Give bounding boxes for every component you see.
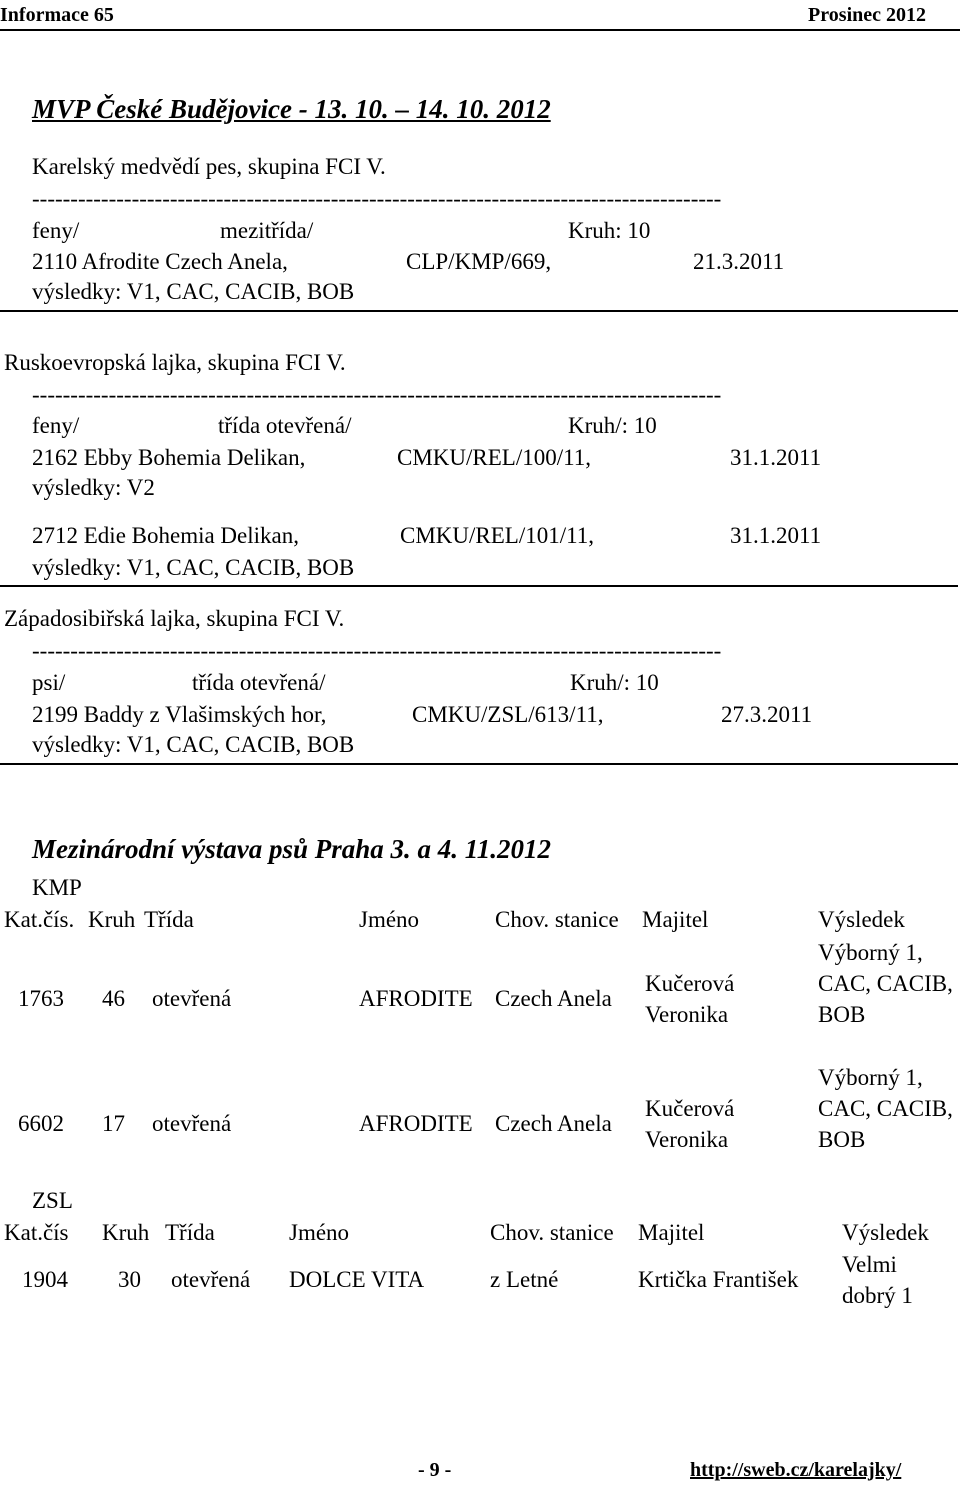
col-header: Jméno (359, 907, 420, 932)
class-sex: feny/ (32, 218, 80, 243)
entry-results: výsledky: V1, CAC, CACIB, BOB (32, 555, 355, 580)
entry-dog: 2712 Edie Bohemia Delikan, (32, 523, 299, 548)
header-left: Informace 65 (0, 4, 114, 26)
cell-owner: Kučerová Veronika (645, 971, 735, 1027)
dash-divider: ------------------------------------------------------------------------------------------ (32, 638, 722, 663)
cell-ring: 17 (102, 1111, 125, 1136)
col-header: Třída (165, 1220, 215, 1245)
entry-results: výsledky: V1, CAC, CACIB, BOB (32, 732, 355, 757)
col-header: Třída (144, 907, 194, 932)
entry-dog: 2199 Baddy z Vlašimských hor, (32, 702, 327, 727)
cell-kennel: Czech Anela (495, 986, 612, 1011)
section2-title: Mezinárodní výstava psů Praha 3. a 4. 11.2012 (32, 834, 552, 864)
col-header: Výsledek (842, 1220, 929, 1245)
cell-catno: 1763 (18, 986, 64, 1011)
entry-date: 21.3.2011 (693, 249, 785, 274)
class-ring: Kruh/: 10 (568, 413, 657, 438)
cell-result: Velmi dobrý 1 (842, 1252, 913, 1308)
cell-name: AFRODITE (359, 1111, 473, 1136)
breed-rule (0, 310, 958, 312)
entry-reg: CMKU/ZSL/613/11, (412, 702, 604, 727)
class-name: třída otevřená/ (218, 413, 352, 438)
class-ring: Kruh/: 10 (570, 670, 659, 695)
footer-url[interactable]: http://sweb.cz/karelajky/ (690, 1459, 902, 1481)
class-name: mezitřída/ (220, 218, 314, 243)
cell-ring: 30 (118, 1267, 141, 1292)
breed-rule (0, 585, 958, 587)
breed-name: Ruskoevropská lajka, skupina FCI V. (4, 350, 346, 375)
header-rule (0, 29, 960, 31)
col-header: Kruh (88, 907, 136, 932)
cell-catno: 6602 (18, 1111, 64, 1136)
col-header: Jméno (289, 1220, 350, 1245)
cell-owner: Kučerová Veronika (645, 1096, 735, 1152)
col-header: Majitel (642, 907, 709, 932)
section1-title: MVP České Budějovice - 13. 10. – 14. 10. 2012 (32, 94, 551, 124)
class-name: třída otevřená/ (192, 670, 326, 695)
header-right: Prosinec 2012 (808, 4, 926, 26)
entry-dog: 2110 Afrodite Czech Anela, (32, 249, 288, 274)
col-header: Kat.čís. (4, 907, 75, 932)
class-ring: Kruh: 10 (568, 218, 651, 243)
col-header: Kruh (102, 1220, 150, 1245)
page-number: - 9 - (418, 1459, 452, 1481)
entry-results: výsledky: V2 (32, 475, 155, 500)
class-sex: psi/ (32, 670, 66, 695)
entry-date: 31.1.2011 (730, 523, 822, 548)
dash-divider: ------------------------------------------------------------------------------------------ (32, 382, 722, 407)
entry-dog: 2162 Ebby Bohemia Delikan, (32, 445, 306, 470)
cell-result: Výborný 1, CAC, CACIB, BOB (818, 1065, 953, 1152)
entry-date: 31.1.2011 (730, 445, 822, 470)
cell-class: otevřená (171, 1267, 251, 1292)
cell-owner: Krtička František (638, 1267, 799, 1292)
cell-name: AFRODITE (359, 986, 473, 1011)
breed-name: Západosibiřská lajka, skupina FCI V. (4, 606, 345, 631)
entry-reg: CLP/KMP/669, (406, 249, 552, 274)
col-header: Kat.čís (4, 1220, 69, 1245)
cell-ring: 46 (102, 986, 125, 1011)
dash-divider: ------------------------------------------------------------------------------------------ (32, 186, 722, 211)
breed-rule (0, 763, 958, 765)
class-sex: feny/ (32, 413, 80, 438)
breed-name: Karelský medvědí pes, skupina FCI V. (32, 154, 386, 179)
cell-class: otevřená (152, 1111, 232, 1136)
col-header: Chov. stanice (490, 1220, 614, 1245)
cell-result: Výborný 1, CAC, CACIB, BOB (818, 940, 953, 1027)
cell-name: DOLCE VITA (289, 1267, 425, 1292)
cell-kennel: Czech Anela (495, 1111, 612, 1136)
col-header: Výsledek (818, 907, 905, 932)
table-label: KMP (32, 875, 82, 900)
col-header: Chov. stanice (495, 907, 619, 932)
entry-results: výsledky: V1, CAC, CACIB, BOB (32, 279, 355, 304)
col-header: Majitel (638, 1220, 705, 1245)
cell-catno: 1904 (22, 1267, 68, 1292)
entry-reg: CMKU/REL/100/11, (397, 445, 592, 470)
entry-reg: CMKU/REL/101/11, (400, 523, 595, 548)
cell-kennel: z Letné (490, 1267, 559, 1292)
entry-date: 27.3.2011 (721, 702, 813, 727)
table-label: ZSL (32, 1188, 73, 1213)
cell-class: otevřená (152, 986, 232, 1011)
